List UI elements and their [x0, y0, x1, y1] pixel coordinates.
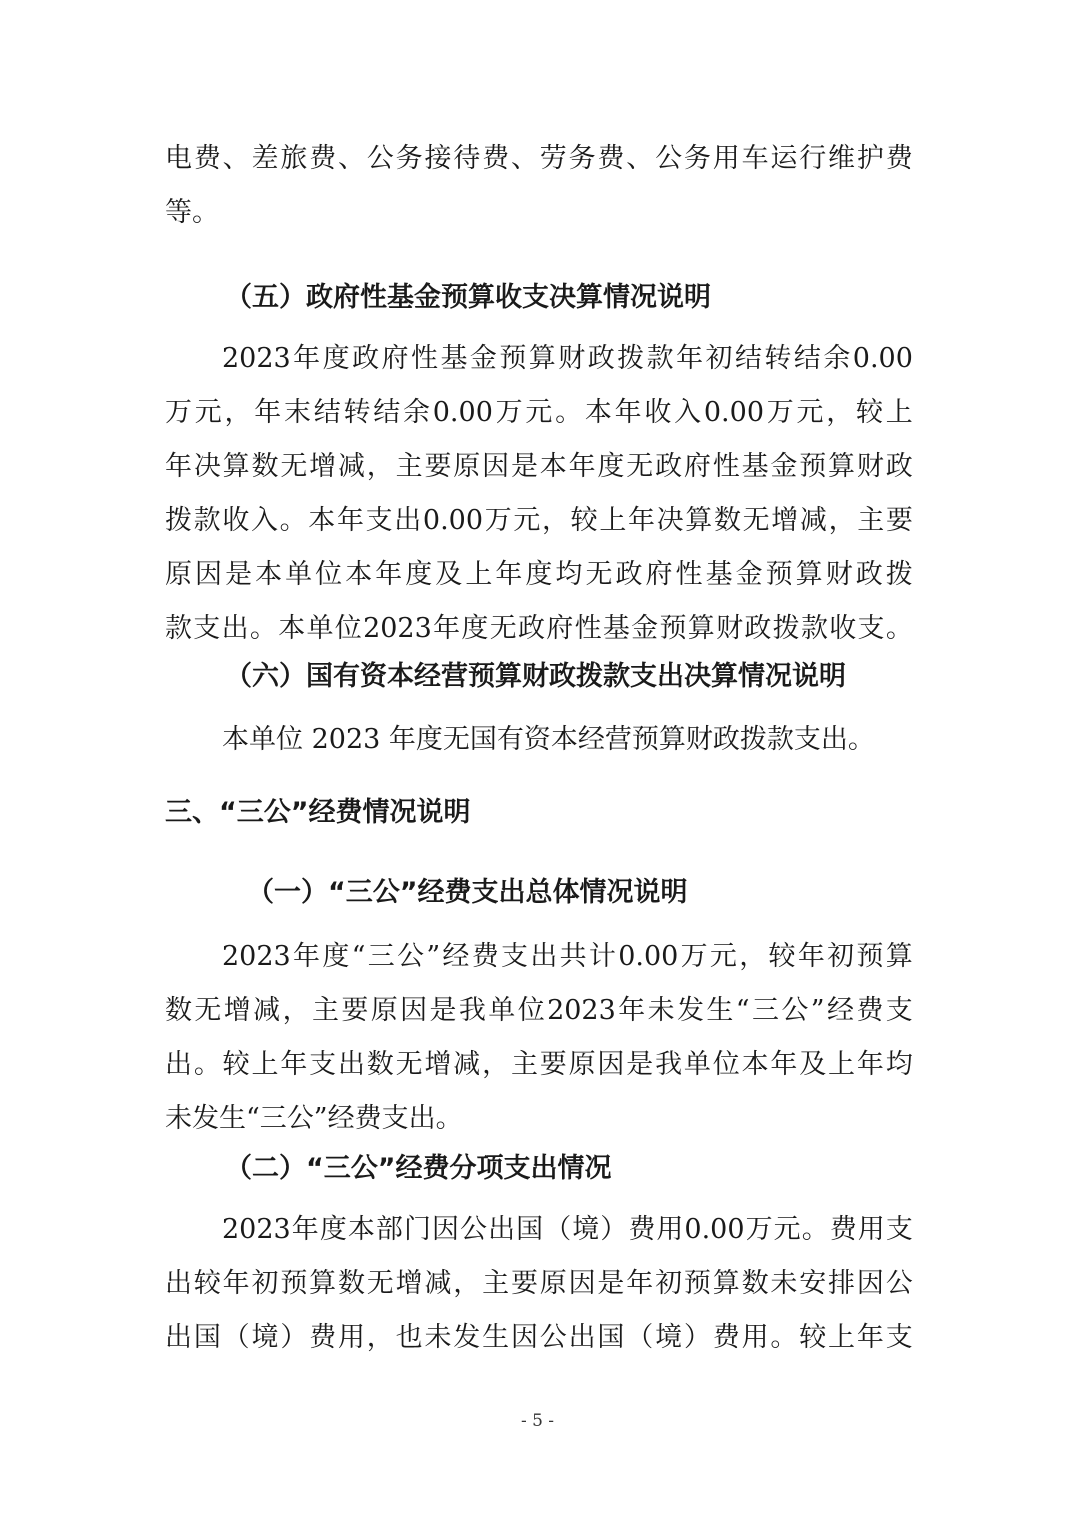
- body-line: 万 元 ， 年 末 结 转 结 余 0.00 万 元 。 本 年 收 入 0.00 万 元 ， 较 上: [165, 397, 913, 428]
- section-heading-3-1: （一）“三公”经费支出总体情况说明: [247, 877, 688, 908]
- body-line: 电 费 、 差 旅 费 、 公 务 接 待 费 、 劳 务 费 、 公 务 用 车 运 行 维 护 费: [165, 143, 913, 174]
- section-heading-5: （五）政府性基金预算收支决算情况说明: [225, 282, 711, 313]
- body-line: 2023 年 度 “ 三 公 ” 经 费 支 出 共 计 0.00 万 元 ， 较 年 初 预 算: [222, 941, 913, 972]
- body-line: 本单位 2023 年度无国有资本经营预算财政拨款支出。: [222, 724, 875, 755]
- body-line: 数 无 增 减 ， 主 要 原 因 是 我 单 位 2023 年 未 发 生 “ 三 公 ” 经 费 支: [165, 995, 913, 1026]
- body-line: 出 。 较 上 年 支 出 数 无 增 减 ， 主 要 原 因 是 我 单 位 本 年 及 上 年 均: [165, 1049, 913, 1080]
- body-line: 拨 款 收 入 。 本 年 支 出 0.00 万 元 ， 较 上 年 决 算 数 无 增 减 ， 主 要: [165, 505, 913, 536]
- body-line: 出 较 年 初 预 算 数 无 增 减 ， 主 要 原 因 是 年 初 预 算 数 未 安 排 因 公: [165, 1268, 913, 1299]
- chapter-heading-3: 三、“三公”经费情况说明: [165, 797, 471, 828]
- body-line: 款 支 出 。 本 单 位 2023 年 度 无 政 府 性 基 金 预 算 财 政 拨 款 收 支 。: [165, 613, 913, 644]
- body-line: 出 国 （ 境 ） 费 用 ， 也 未 发 生 因 公 出 国 （ 境 ） 费 用 。 较 上 年 支: [165, 1322, 913, 1353]
- body-line: 年 决 算 数 无 增 减 ， 主 要 原 因 是 本 年 度 无 政 府 性 基 金 预 算 财 政: [165, 451, 913, 482]
- section-heading-6: （六）国有资本经营预算财政拨款支出决算情况说明: [225, 661, 846, 692]
- body-line: 原 因 是 本 单 位 本 年 度 及 上 年 度 均 无 政 府 性 基 金 预 算 财 政 拨: [165, 559, 913, 590]
- section-heading-3-2: （二）“三公”经费分项支出情况: [225, 1153, 612, 1184]
- body-line: 未发生“三公”经费支出。: [165, 1103, 463, 1134]
- body-line: 等。: [165, 197, 219, 228]
- body-line: 2023 年 度 本 部 门 因 公 出 国 （ 境 ） 费 用 0.00 万 元 。 费 用 支: [222, 1214, 913, 1245]
- page-number: - 5 -: [520, 1411, 555, 1431]
- body-line: 2023 年 度 政 府 性 基 金 预 算 财 政 拨 款 年 初 结 转 结 余 0.00: [222, 343, 913, 374]
